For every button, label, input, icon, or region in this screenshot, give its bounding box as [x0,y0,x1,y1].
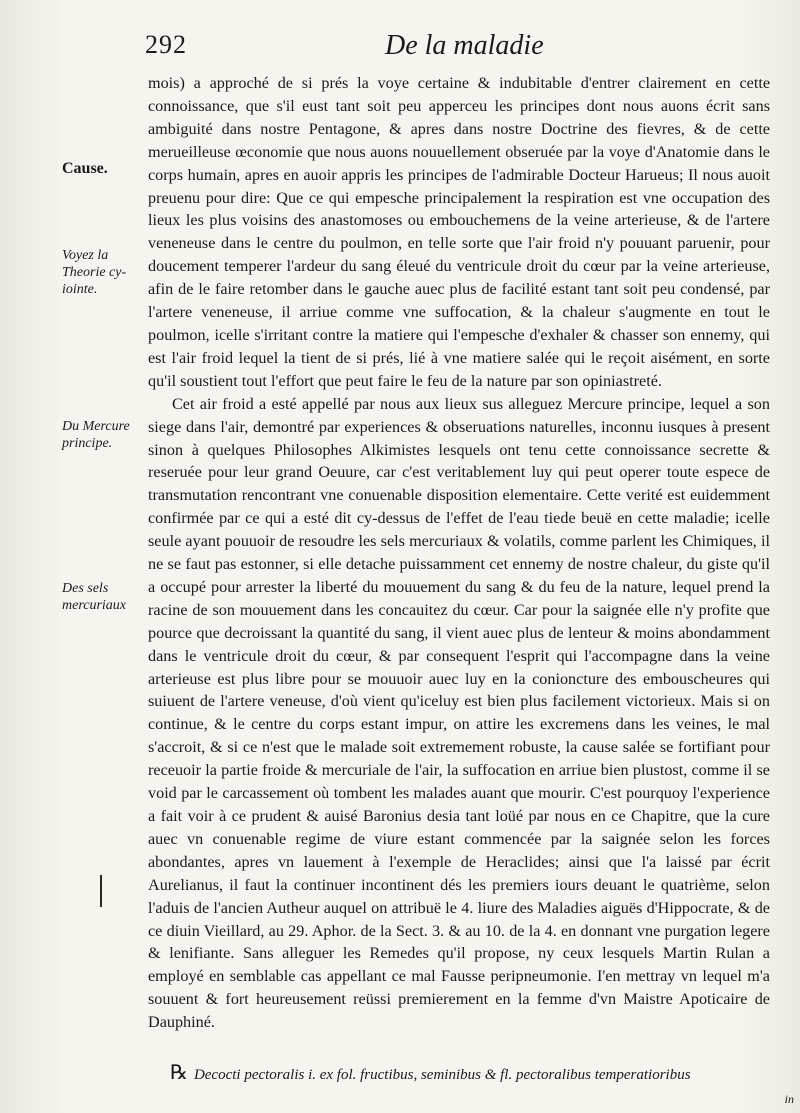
running-title: De la maladie [385,30,544,61]
sidenote-theorie: Voyez la Theorie cy-iointe. [62,248,127,297]
page-header [145,30,760,70]
sidenote-sels: Des sels mercuriaux [62,581,127,613]
sidenote-mercure: Du Mercure principe. [62,419,130,451]
catchword: in [784,1092,794,1106]
main-text [148,72,770,1034]
page-number: 292 [145,30,187,59]
recipe-icon: ℞ [170,1062,188,1084]
paragraph-1: mois) a approché de si prés la voye certaine & indubitable d'entrer clairement en cette connoissance, que s'il eust tant soit peu apperceu les principes dont nous auons écrit sans ambiguité dans nostre Pentagone, & apres dans nostre Doctrine des fievres, & de cette merueilleuse œconomie que nous auons nouuellement obseruée par la voye d'Anatomie dans le corps humain, apres en auoir appris les principes de l'admirable Docteur Harueus; Il nous auoit preuenu pour dire: Que ce qui empesche principalement la respiration est vne occupation des lieux les plus voisins des anastomoses ou embouchemens de la veine arterieuse, & de l'artere veneneuse dans le centre du poulmon, en telle sorte que l'air froid n'y pouuant paruenir, pour doucement temperer l'ardeur du sang éleué du ventricule droit du cœur par la veine arterieuse, afin de le faire retomber dans le gauche auec plus de facilité estant tant soit peu condensé, par l'artere veneneuse, il arriue comme vne suffocation, & la chaleur s'augmente en tout le poulmon, icelle s'irritant contre la matiere qui l'empesche d'exhaler & chasser son ennemy, qui est l'air froid lequel la tient de si prés, lié à vne matiere salée qui le reçoit aisément, en sorte qu'il soustient tout l'effort que peut faire le feu de la nature par son opiniastreté. [148,74,770,390]
recipe-line [170,1062,770,1086]
sidenote-cause: Cause. [62,160,108,177]
paragraph-2: Cet air froid a esté appellé par nous aux lieux sus alleguez Mercure principe, lequel a son siege dans l'air, demontré par experiences & obseruations naturelles, inconnu iusques à present sinon à quelques Philosophes Alkimistes lesquels ont tenu cette connoissance secrette & reseruée pour leur grand Oeuure, car c'est veritablement luy qui peut operer toute espece de transmutation rencontrant vne conuenable disposition elementaire. Cette verité est euidemment confirmée par ce qui a esté dit cy-dessus de l'effet de l'eau tiede beuë en cette maladie; icelle seule ayant pouuoir de resoudre les sels mercuriaux & volatils, comme parlent les Chimiques, il ne se faut pas estonner, si elle detache puissamment cet ennemy de nostre chaleur, du giste qu'il a occupé pour arrester la liberté du mouuement du sang & du feu de la nature, lequel prend la racine de son mouuement dans les concauitez du cœur. Car pour la saignée elle n'y profite que pource que decroissant la quantité du sang, il vient auec plus de lenteur & moins abondamment dans le ventricule droit du cœur, & par consequent l'esprit qui l'accompagne dans la veine arterieuse est plus libre pour se mouuoir auec luy en la conioncture des embouscheures qui suiuent de l'artere veneuse, d'où vient qu'iceluy est bien plus facilement victorieux. Mais si on continue, & le centre du corps estant impur, on attire les excremens dans les veines, le mal s'accroit, & si ce n'est que le malade soit extremement robuste, la cause salée se fortifiant pour receuoir la partie froide & mercuriale de l'air, la suffocation en arriue bien plustost, comme il se void par le carcassement où tombent les malades auant que mourir. C'est pourquoy l'experience a fait voir à ce prudent & auisé Baronius desia tant loüé par nous en ce Chapitre, que la cure auec vn conuenable regime de viure estant commencée par la saignée selon les forces abondantes, apres vn lauement à l'exemple de Heraclides; ainsi que l'a laissé par écrit Aurelianus, il faut la continuer incontinent dés les premiers iours deuant le quatrième, selon l'aduis de l'ancien Autheur auquel on attribuë le 4. liure des Maladies aiguës d'Hippocrate, & de ce diuin Vieillard, au 29. Aphor. de la Sect. 3. & au 10. de la 4. en donnant vne purgation legere & lenifiante. Sans alleguer les Remedes qu'il propose, ny ceux lesquels Martin Rulan a employé en semblable cas appellant ce mal Fausse peripneumonie. I'en mettray vn lequel m'a souuent & fort heureusement reüssi premierement en la femme d'vn Maistre Apoticaire de Dauphiné. [148,394,770,1032]
recipe-text: Decocti pectoralis i. ex fol. fructibus, seminibus & fl. pectoralibus temperatioribus [193,1067,691,1083]
margin-mark [100,875,102,907]
